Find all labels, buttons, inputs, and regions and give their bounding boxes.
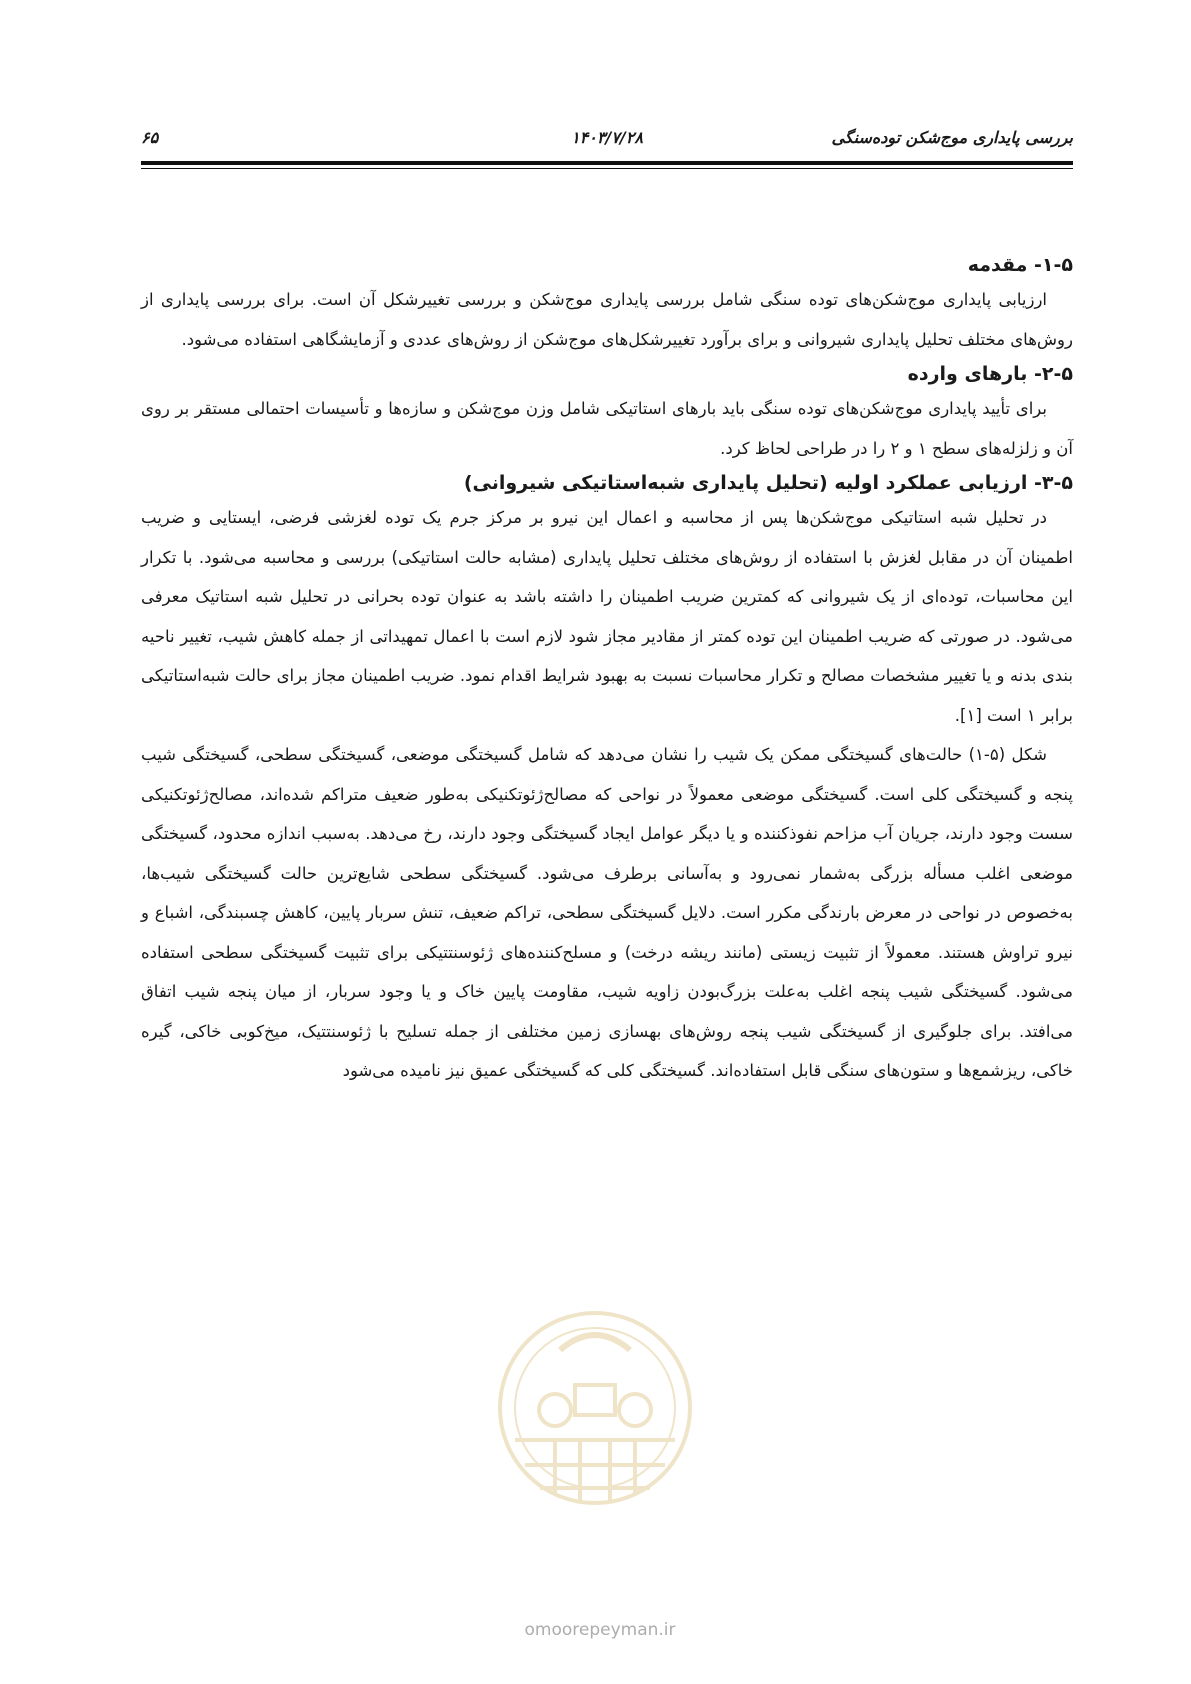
header-rule-thin: [141, 168, 1073, 169]
page-body: [141, 250, 1073, 1091]
paragraph-intro: ارزیابی پایداری موج‌شکن‌های توده سنگی شامل بررسی پایداری موج‌شکن و بررسی تغییرشکل آن است. برای بررسی پایداری از روش‌های مختلف تحلیل پایداری شیروانی و برای برآورد تغییرشکل‌های موج‌شکن از روش‌های عددی و آزمایشگاهی استفاده می‌شود.: [141, 290, 1073, 349]
running-header: [141, 126, 1073, 154]
header-rule-thick: [141, 161, 1073, 165]
paragraph-pseudostatic: در تحلیل شبه استاتیکی موج‌شکن‌ها پس از محاسبه و اعمال این نیرو بر مرکز جرم یک توده لغزشی فرضی، ایستایی و ضریب اطمینان آن در مقابل لغزش با استفاده از روش‌های مختلف تحلیل پایداری (مشابه حالت استاتیکی) بررسی و محاسبه می‌شود. با تکرار این محاسبات، توده‌ای از یک شیروانی که کمترین ضریب اطمینان را داشته باشد به عنوان توده بحرانی در تحلیل شبه استاتیک معرفی می‌شود. در صورتی که ضریب اطمینان این توده کمتر از مقادیر مجاز شود لازم است با اعمال تمهیداتی از جمله کاهش شیب، تغییر ناحیه بندی بدنه و یا تغییر مشخصات مصالح و تکرار محاسبات نسبت به بهبود شرایط اقدام نمود. ضریب اطمینان مجاز برای حالت شبه‌استاتیکی برابر ۱ است [۱].: [141, 508, 1073, 725]
paragraph-failure-modes: شکل (۵-۱) حالت‌های گسیختگی ممکن یک شیب را نشان می‌دهد که شامل گسیختگی موضعی، گسیختگی سطحی، گسیختگی شیب پنجه و گسیختگی کلی است. گسیختگی موضعی معمولاً در نواحی که مصالح‌ژئوتکنیکی به‌طور ضعیف متراکم شده‌اند، مصالح‌ژئوتکنیکی سست وجود دارند، جریان آب مزاحم نفوذکننده و یا دیگر عوامل ایجاد گسیختگی وجود دارند، رخ می‌دهد. به‌سبب اندازه محدود، گسیختگی موضعی اغلب مسأله بزرگی به‌شمار نمی‌رود و به‌آسانی برطرف می‌شود. گسیختگی سطحی شایع‌ترین حالت گسیختگی شیب‌ها، به‌خصوص در نواحی در معرض بارندگی مکرر است. دلایل گسیختگی سطحی، تراکم ضعیف، تنش سربار پایین، کاهش چسبندگی، اشباع و نیرو تراوش هستند. معمولاً از تثبیت زیستی (مانند ریشه درخت) و مسلح‌کننده‌های ژئوسنتتیکی برای تثبیت گسیختگی سطحی استفاده می‌شود. گسیختگی شیب پنجه اغلب به‌علت بزرگ‌بودن زاویه شیب، مقاومت پایین خاک و یا وجود سربار، از میان پنجه شیب اتفاق می‌افتد. برای جلوگیری از گسیختگی شیب پنجه روش‌های بهسازی زمین مختلفی از جمله تسلیح با ژئوسنتتیک، میخ‌کوبی خاکی، گیره خاکی، ریزشمع‌ها و ستون‌های سنگی قابل استفاده‌اند. گسیختگی کلی که گسیختگی عمیق نیز نامیده می‌شود: [141, 745, 1073, 1080]
header-date: ۱۴۰۳/۷/۲۸: [571, 128, 643, 147]
page-number: ۶۵: [141, 128, 159, 147]
section-heading-intro: ۱-۵- مقدمه: [967, 254, 1073, 276]
watermark-url: omoorepeyman.ir: [524, 1620, 676, 1640]
section-heading-loads: ۲-۵- بارهای وارده: [907, 363, 1073, 385]
section-heading-pseudostatic: ۳-۵- ارزیابی عملکرد اولیه (تحلیل پایداری شبه‌استاتیکی شیروانی): [463, 472, 1073, 494]
watermark-seal-icon: [470, 1290, 720, 1540]
paragraph-loads: برای تأیید پایداری موج‌شکن‌های توده سنگی باید بارهای استاتیکی شامل وزن موج‌شکن و سازه‌ها و تأسیسات احتمالی مستقر بر روی آن و زلزله‌های سطح ۱ و ۲ را در طراحی لحاظ کرد.: [141, 399, 1073, 458]
header-title: بررسی پایداری موج‌شکن توده‌سنگی: [831, 128, 1073, 147]
